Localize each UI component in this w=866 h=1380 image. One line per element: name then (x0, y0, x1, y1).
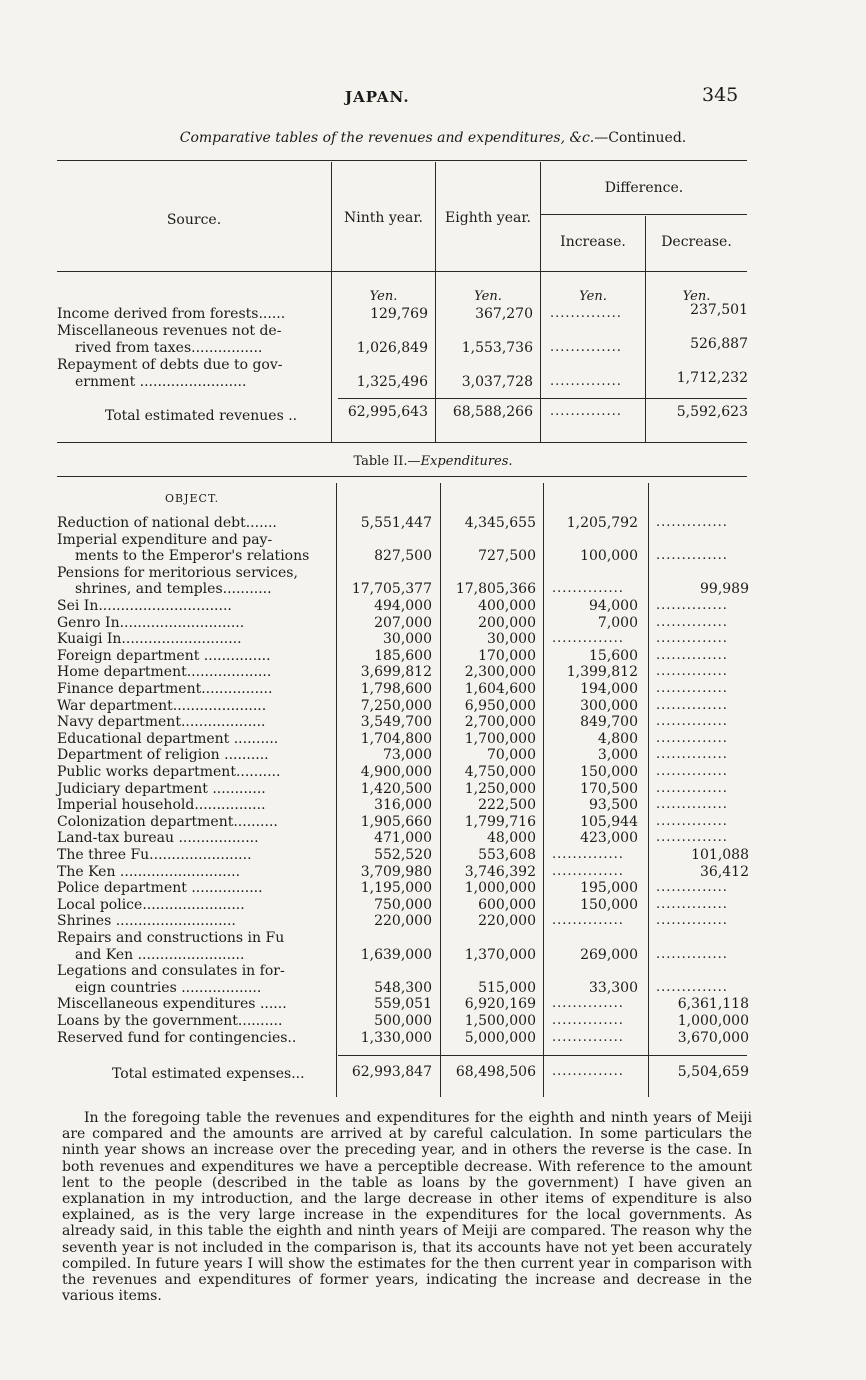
decrease-value: 3,670,000 (677, 1029, 749, 1046)
row-label: ernment ........................ (75, 374, 247, 390)
increase-value: 170,500 (580, 780, 638, 797)
eighth-year-value: 222,500 (478, 797, 536, 814)
revenue-total-ninth: 62,995,643 (347, 404, 428, 420)
decrease-value: 6,361,118 (677, 996, 749, 1013)
decrease-dots: .............. (656, 548, 728, 564)
decrease-dots: .............. (656, 764, 728, 779)
row-label: Imperial household................ (57, 797, 266, 814)
ninth-year-value: 500,000 (374, 1013, 432, 1029)
increase-value: 1,399,812 (566, 664, 638, 681)
table2-top-rule (57, 476, 747, 477)
eighth-year-value: 70,000 (487, 747, 536, 764)
row-label: Shrines ........................... (57, 913, 236, 930)
row-label: Kuaigi In........................... (57, 631, 242, 648)
decrease-value: 1,000,000 (677, 1013, 749, 1029)
revenue-sum-rule (338, 398, 747, 399)
increase-value: 195,000 (580, 880, 638, 897)
revenue-total-increase-dots: .............. (550, 404, 622, 419)
row-label: Local police....................... (57, 896, 245, 913)
decrease-dots: .............. (656, 631, 728, 647)
ninth-year-value: 548,300 (374, 979, 432, 996)
eighth-year-value: 5,000,000 (464, 1029, 536, 1046)
object-heading: OBJECT. (165, 492, 220, 505)
unit-ninth: Yen. (369, 289, 398, 304)
revenue-total-label: Total estimated revenues .. (105, 408, 298, 424)
expenditure-total-increase-dots: .............. (552, 1064, 624, 1079)
eighth-year-value: 17,805,366 (455, 581, 536, 598)
row-label: Land-tax bureau .................. (57, 830, 259, 847)
increase-dots: .............. (552, 581, 624, 597)
eighth-year-value: 1,553,736 (461, 340, 533, 356)
row-label: shrines, and temples........... (75, 581, 272, 598)
eighth-year-value: 6,950,000 (464, 697, 536, 714)
increase-value: 300,000 (580, 697, 638, 714)
row-label-line1: Miscellaneous revenues not de- (57, 323, 282, 339)
eighth-year-value: 600,000 (478, 896, 536, 913)
header-eighth-year: Eighth year. (445, 210, 531, 226)
header-difference: Difference. (604, 180, 684, 196)
eighth-year-value: 400,000 (478, 598, 536, 614)
ninth-year-value: 1,639,000 (360, 946, 432, 963)
row-label: Loans by the government.......... (57, 1013, 283, 1029)
eighth-year-value: 553,608 (478, 847, 536, 863)
increase-value: 150,000 (580, 764, 638, 780)
row-label-line1: Legations and consulates in for- (57, 963, 285, 980)
increase-dots: .............. (552, 1029, 624, 1045)
caption-italic: Comparative tables of the revenues and expenditures, &c. (179, 130, 595, 146)
unit-eighth: Yen. (474, 289, 502, 304)
row-label: Judiciary department ............ (57, 780, 266, 797)
ninth-year-value: 3,549,700 (360, 714, 432, 731)
expenditure-total-eighth: 68,498,506 (455, 1064, 536, 1080)
eighth-year-value: 367,270 (475, 306, 533, 322)
increase-value: 150,000 (580, 896, 638, 913)
eighth-year-value: 1,250,000 (464, 780, 536, 797)
eighth-year-value: 30,000 (487, 631, 536, 648)
row-label: Police department ................ (57, 880, 263, 897)
row-label: Colonization department.......... (57, 813, 278, 830)
eighth-year-value: 200,000 (478, 614, 536, 631)
increase-dots: .............. (552, 913, 624, 929)
increase-value: 7,000 (597, 614, 638, 631)
ninth-year-value: 17,705,377 (351, 581, 432, 598)
ninth-year-value: 5,551,447 (360, 515, 432, 531)
table1-bottom-rule (57, 442, 747, 443)
decrease-dots: .............. (656, 913, 728, 929)
eighth-year-value: 220,000 (478, 913, 536, 930)
decrease-dots: .............. (656, 797, 728, 813)
row-label: Income derived from forests...... (57, 306, 286, 322)
header-decrease: Decrease. (661, 234, 732, 250)
eighth-year-value: 3,037,728 (461, 374, 533, 390)
ninth-year-value: 207,000 (374, 614, 432, 631)
ninth-year-value: 1,798,600 (360, 681, 432, 697)
row-label: War department..................... (57, 697, 267, 714)
ninth-year-value: 559,051 (374, 996, 432, 1013)
decrease-dots: .............. (656, 697, 728, 713)
ninth-year-value: 73,000 (383, 747, 432, 764)
increase-value: 94,000 (589, 598, 638, 614)
caption-continued: —Continued. (594, 130, 687, 146)
row-label: Reserved fund for contingencies.. (57, 1029, 297, 1046)
decrease-dots: .............. (656, 515, 728, 530)
ninth-year-value: 3,699,812 (360, 664, 432, 681)
decrease-dots: .............. (656, 896, 728, 912)
increase-value: 849,700 (580, 714, 638, 731)
ninth-year-value: 494,000 (374, 598, 432, 614)
row-label: Sei In.............................. (57, 598, 232, 614)
ninth-year-value: 4,900,000 (360, 764, 432, 780)
ninth-year-value: 129,769 (370, 306, 428, 322)
decrease-dots: .............. (656, 681, 728, 696)
row-label: eign countries .................. (75, 979, 262, 996)
decrease-dots: .............. (656, 880, 728, 896)
ninth-year-value: 7,250,000 (360, 697, 432, 714)
eighth-year-value: 515,000 (478, 979, 536, 996)
table2-name: Expenditures. (420, 454, 513, 469)
row-label: The Ken ........................... (57, 863, 241, 880)
ninth-year-value: 1,195,000 (360, 880, 432, 897)
row-label: Department of religion .......... (57, 747, 269, 764)
ninth-year-value: 471,000 (374, 830, 432, 847)
eighth-year-value: 1,799,716 (464, 813, 536, 830)
row-label: Foreign department ............... (57, 647, 271, 664)
increase-dots: .............. (552, 996, 624, 1012)
increase-value: 33,300 (589, 979, 638, 996)
decrease-value: 101,088 (691, 847, 749, 863)
eighth-year-value: 1,500,000 (464, 1013, 536, 1029)
row-label: Public works department.......... (57, 764, 281, 780)
increase-dots: .............. (552, 631, 624, 647)
decrease-dots: .............. (656, 979, 728, 995)
difference-rule (541, 214, 747, 215)
increase-dots: .............. (550, 306, 622, 321)
increase-value: 1,205,792 (566, 515, 638, 531)
decrease-value: 526,887 (690, 336, 748, 352)
eighth-year-value: 6,920,169 (464, 996, 536, 1013)
eighth-year-value: 1,370,000 (464, 946, 536, 963)
eighth-year-value: 727,500 (478, 548, 536, 565)
decrease-value: 99,989 (700, 581, 749, 598)
row-label-line1: Imperial expenditure and pay- (57, 531, 273, 548)
decrease-dots: .............. (656, 830, 728, 846)
row-label: The three Fu....................... (57, 847, 252, 863)
increase-value: 105,944 (580, 813, 638, 830)
expenditure-total-decrease: 5,504,659 (677, 1064, 749, 1080)
page-number: 345 (702, 84, 739, 106)
ninth-year-value: 1,704,800 (360, 730, 432, 747)
row-label: Navy department................... (57, 714, 266, 731)
eighth-year-value: 1,604,600 (464, 681, 536, 697)
decrease-dots: .............. (656, 598, 728, 613)
table2-title (0, 454, 866, 469)
row-label-line1: Pensions for meritorious services, (57, 564, 298, 581)
ninth-year-value: 1,330,000 (360, 1029, 432, 1046)
ninth-year-value: 750,000 (374, 896, 432, 913)
decrease-dots: .............. (656, 730, 728, 746)
ninth-year-value: 30,000 (383, 631, 432, 648)
row-label: Reduction of national debt....... (57, 515, 277, 531)
decrease-dots: .............. (656, 614, 728, 630)
increase-dots: .............. (552, 847, 624, 862)
header-source: Source. (166, 212, 222, 228)
eighth-year-value: 48,000 (487, 830, 536, 847)
table-caption (0, 130, 866, 146)
increase-value: 423,000 (580, 830, 638, 847)
ninth-year-value: 1,026,849 (356, 340, 428, 356)
increase-value: 269,000 (580, 946, 638, 963)
decrease-dots: .............. (656, 664, 728, 680)
header-increase: Increase. (560, 234, 626, 250)
increase-dots: .............. (552, 863, 624, 879)
ninth-year-value: 316,000 (374, 797, 432, 814)
increase-value: 15,600 (589, 647, 638, 664)
increase-value: 194,000 (580, 681, 638, 697)
decrease-dots: .............. (656, 780, 728, 796)
table1-top-rule (57, 160, 747, 161)
ninth-year-value: 1,905,660 (360, 813, 432, 830)
expenditure-total-label: Total estimated expenses... (112, 1066, 305, 1082)
decrease-dots: .............. (656, 747, 728, 763)
ninth-year-value: 3,709,980 (360, 863, 432, 880)
increase-dots: .............. (552, 1013, 624, 1028)
eighth-year-value: 2,700,000 (464, 714, 536, 731)
row-label: Miscellaneous expenditures ...... (57, 996, 287, 1013)
ninth-year-value: 1,325,496 (356, 374, 428, 390)
decrease-dots: .............. (656, 813, 728, 829)
decrease-value: 1,712,232 (676, 370, 748, 386)
eighth-year-value: 3,746,392 (464, 863, 536, 880)
increase-value: 4,800 (597, 730, 638, 747)
eighth-year-value: 2,300,000 (464, 664, 536, 681)
row-label: Home department................... (57, 664, 272, 681)
row-label: Educational department .......... (57, 730, 279, 747)
body-paragraph: In the foregoing table the revenues and expenditures for the eighth and ninth years of Meiji are compared and the amounts are arrived at by careful calculation. In some particulars the ninth year shows an increase over the preceding year, and in others the reverse is the case. In both revenues and expenditures we have a perceptible decrease. With reference to the amount lent to the people (described in the table as loans by the government) I have given an explanation in my introduction, and the large decrease in other items of expenditure is also explained, as is the very large increase in the expenditures for the local governments. As already said, in this table the eighth and ninth years of Meiji are compared. The reason why the seventh year is not included in the comparison is, that its accounts have not yet been accurately compiled. In future years I will show the estimates for the then current year in comparison with the revenues and expenditures of former years, indicating the increase and decrease in the various items. (62, 1110, 752, 1305)
table1-header-rule (57, 271, 747, 272)
revenue-total-decrease: 5,592,623 (676, 404, 748, 420)
row-label: Finance department................ (57, 681, 273, 697)
unit-decrease: Yen. (682, 289, 711, 304)
header-ninth-year: Ninth year. (344, 210, 423, 226)
unit-increase: Yen. (579, 289, 607, 304)
eighth-year-value: 170,000 (478, 647, 536, 664)
revenue-total-eighth: 68,588,266 (452, 404, 533, 420)
increase-dots: .............. (550, 374, 622, 389)
row-label: Genro In............................ (57, 614, 245, 631)
eighth-year-value: 4,750,000 (464, 764, 536, 780)
eighth-year-value: 4,345,655 (464, 515, 536, 531)
decrease-value: 237,501 (690, 302, 748, 318)
row-label-line1: Repairs and constructions in Fu (57, 930, 285, 946)
decrease-value: 36,412 (700, 863, 749, 880)
ninth-year-value: 827,500 (374, 548, 432, 565)
row-label: ments to the Emperor's relations (75, 548, 310, 565)
row-label: and Ken ........................ (75, 946, 245, 963)
table2-prefix: Table II.— (353, 454, 421, 469)
eighth-year-value: 1,000,000 (464, 880, 536, 897)
ninth-year-value: 552,520 (374, 847, 432, 863)
decrease-dots: .............. (656, 647, 728, 663)
expenditure-sum-rule (338, 1055, 747, 1056)
decrease-dots: .............. (656, 946, 728, 962)
increase-value: 3,000 (597, 747, 638, 764)
ninth-year-value: 1,420,500 (360, 780, 432, 797)
ninth-year-value: 185,600 (374, 647, 432, 664)
increase-value: 93,500 (589, 797, 638, 814)
row-label: rived from taxes................ (75, 340, 263, 356)
decrease-dots: .............. (656, 714, 728, 730)
ninth-year-value: 220,000 (374, 913, 432, 930)
eighth-year-value: 1,700,000 (464, 730, 536, 747)
running-head: JAPAN. (345, 88, 410, 106)
row-label-line1: Repayment of debts due to gov- (57, 357, 283, 373)
increase-dots: .............. (550, 340, 622, 355)
increase-value: 100,000 (580, 548, 638, 565)
expenditure-total-ninth: 62,993,847 (351, 1064, 432, 1080)
